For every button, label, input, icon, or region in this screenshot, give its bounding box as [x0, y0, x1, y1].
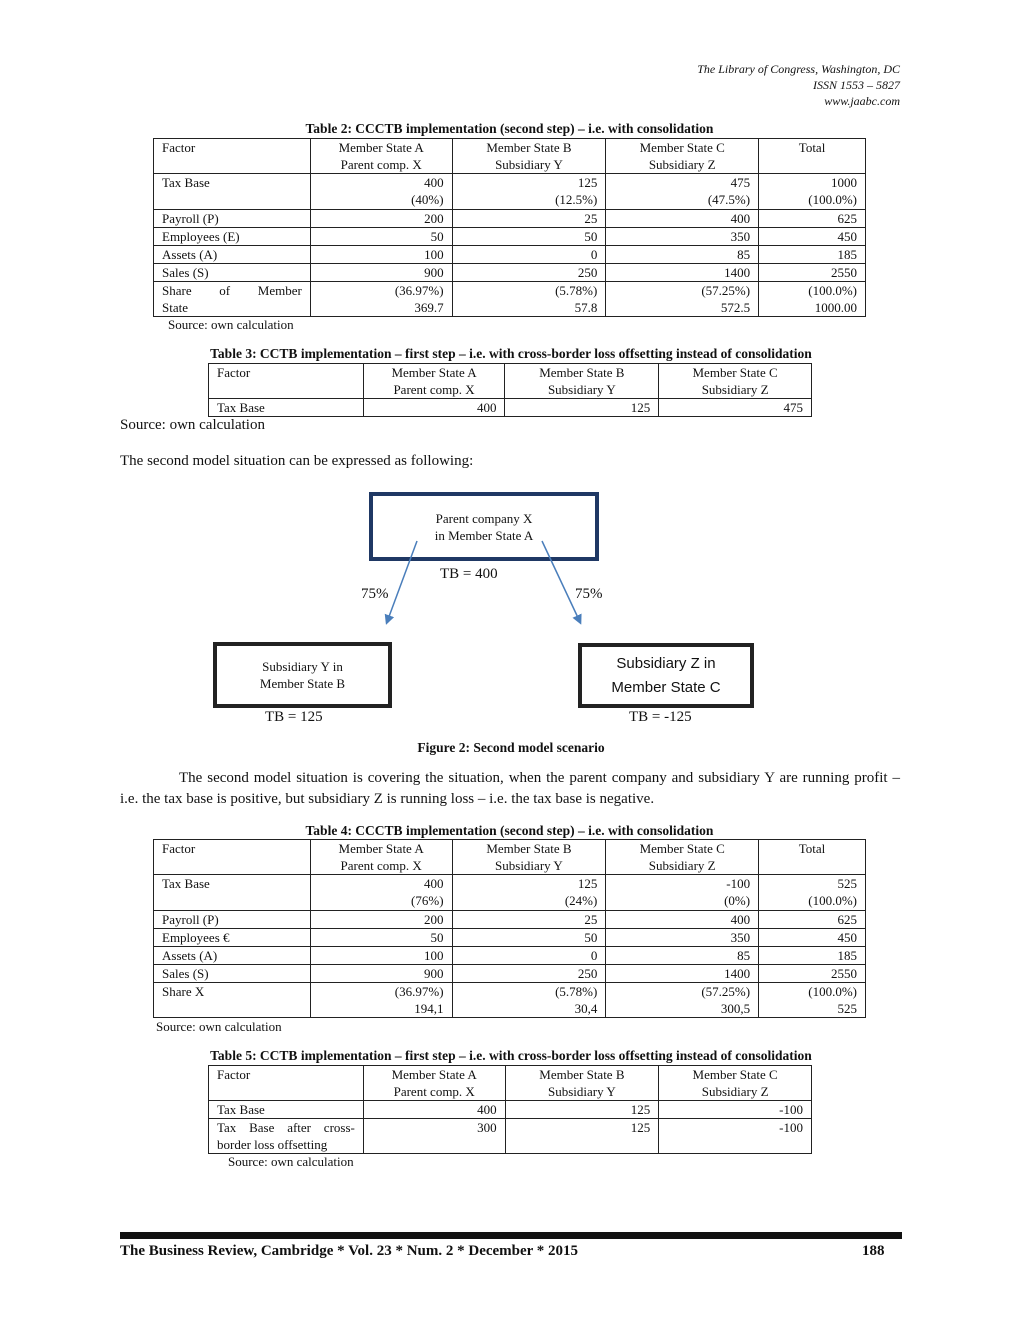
header-cell: Total — [759, 840, 866, 875]
subsidiary-z-box — [578, 643, 754, 708]
table-cell: (36.97%) 369.7 — [310, 282, 452, 317]
row-label: Tax Base — [209, 399, 364, 417]
pct-right-label: 75% — [575, 586, 603, 602]
table-cell: 125 — [505, 1119, 659, 1154]
table-cell: 450 — [759, 929, 866, 947]
table-cell: 525 (100.0%) — [759, 875, 866, 911]
table-row — [154, 965, 866, 983]
footer-journal: The Business Review, Cambridge * Vol. 23 * Num. 2 * December * 2015 — [120, 1243, 579, 1259]
row-label: Tax Base — [154, 174, 311, 210]
table-cell: 400 — [606, 210, 759, 228]
table-cell: (100.0%) 1000.00 — [759, 282, 866, 317]
table-4 — [153, 839, 866, 1018]
paragraph-1: The second model situation can be expressed as following: — [120, 453, 474, 469]
header-cell: Member State C Subsidiary Z — [606, 139, 759, 174]
parent-line-1: Parent company X — [435, 510, 533, 526]
row-label: Sales (S) — [154, 264, 311, 282]
sub-y-line-1: Subsidiary Y in — [262, 659, 343, 674]
table-5-source: Source: own calculation — [228, 1154, 354, 1169]
table-cell: 2550 — [759, 965, 866, 983]
table-cell: 25 — [452, 911, 606, 929]
header-cell: Member State C Subsidiary Z — [606, 840, 759, 875]
header-cell: Factor — [209, 1066, 364, 1101]
table-2-caption: Table 2: CCCTB implementation (second step) – i.e. with consolidation — [305, 121, 714, 136]
row-label: Share X — [154, 983, 311, 1018]
row-label: Tax Base — [154, 875, 311, 911]
header-cell: Member State A Parent comp. X — [310, 139, 452, 174]
header-line-2: ISSN 1553 – 5827 — [813, 78, 900, 92]
table-cell: 85 — [606, 246, 759, 264]
table-4-caption: Table 4: CCCTB implementation (second step) – i.e. with consolidation — [305, 823, 714, 838]
table-cell: 400 — [363, 1101, 505, 1119]
paragraph-2: The second model situation is covering the situation, when the parent company and subsidiary Y are running profit – i.e. the tax base is positive, but subsidiary Z is running loss – i.e. the tax base is negative. — [120, 770, 900, 807]
header-cell: Member State B Subsidiary Y — [505, 364, 659, 399]
header-cell: Factor — [154, 840, 311, 875]
row-label: Sales (S) — [154, 965, 311, 983]
table-cell: 625 — [759, 911, 866, 929]
footer-page-number: 188 — [862, 1243, 885, 1259]
table-cell: (5.78%) 57.8 — [452, 282, 606, 317]
table-row — [209, 1119, 812, 1154]
header-cell: Total — [759, 139, 866, 174]
tb-y-label: TB = 125 — [265, 709, 323, 725]
row-label: Tax Base after cross- border loss offsetting — [209, 1119, 364, 1154]
row-label: Assets (A) — [154, 947, 311, 965]
table-cell: 350 — [606, 929, 759, 947]
table-4-source: Source: own calculation — [156, 1019, 282, 1034]
table-cell: (100.0%) 525 — [759, 983, 866, 1018]
table-cell: 300 — [363, 1119, 505, 1154]
table-cell: 475 (47.5%) — [606, 174, 759, 210]
table-cell: 200 — [310, 210, 452, 228]
sub-y-line-2: Member State B — [259, 676, 346, 691]
row-label: Payroll (P) — [154, 911, 311, 929]
table-row — [154, 875, 866, 911]
table-cell: 125 (24%) — [452, 875, 606, 911]
header-cell: Factor — [154, 139, 311, 174]
table-cell: 50 — [452, 929, 606, 947]
row-label: Share of Member State — [154, 282, 311, 317]
table-row — [154, 911, 866, 929]
table-cell: 50 — [452, 228, 606, 246]
table-cell: 125 — [505, 399, 659, 417]
table-cell: 400 (76%) — [310, 875, 452, 911]
table-cell: 185 — [759, 947, 866, 965]
table-row — [154, 947, 866, 965]
header-cell: Member State B Subsidiary Y — [505, 1066, 659, 1101]
table-cell: 250 — [452, 965, 606, 983]
table-cell: 85 — [606, 947, 759, 965]
pct-left-label: 75% — [361, 586, 389, 602]
table-cell: 900 — [310, 264, 452, 282]
table-cell: 25 — [452, 210, 606, 228]
table-cell: 200 — [310, 911, 452, 929]
header-line-3: www.jaabc.com — [824, 94, 900, 108]
table-cell: 400 — [606, 911, 759, 929]
subsidiary-y-box — [213, 642, 392, 708]
table-2-source: Source: own calculation — [168, 317, 294, 332]
table-cell: 100 — [310, 246, 452, 264]
table-row — [154, 983, 866, 1018]
table-cell: 400 (40%) — [310, 174, 452, 210]
table-cell: 0 — [452, 246, 606, 264]
table-cell: 1000 (100.0%) — [759, 174, 866, 210]
header-cell: Member State B Subsidiary Y — [452, 139, 606, 174]
header-cell: Member State B Subsidiary Y — [452, 840, 606, 875]
table-cell: 2550 — [759, 264, 866, 282]
tb-z-label: TB = -125 — [629, 709, 692, 725]
table-cell: (5.78%) 30,4 — [452, 983, 606, 1018]
table-cell: 350 — [606, 228, 759, 246]
header-cell: Member State A Parent comp. X — [310, 840, 452, 875]
arrow-to-subsidiary-y — [387, 541, 417, 622]
table-cell: 400 — [363, 399, 505, 417]
table-cell: 625 — [759, 210, 866, 228]
table-cell: 125 (12.5%) — [452, 174, 606, 210]
table-cell: 250 — [452, 264, 606, 282]
table-cell: (57.25%) 300,5 — [606, 983, 759, 1018]
tb-parent-label: TB = 400 — [440, 566, 498, 582]
table-row — [209, 1101, 812, 1119]
table-row — [154, 840, 866, 875]
table-5-caption: Table 5: CCTB implementation – first step – i.e. with cross-border loss offsetting instead of consolidation — [210, 1048, 812, 1063]
footer-rule — [120, 1232, 902, 1239]
table-cell: 0 — [452, 947, 606, 965]
header-line-1: The Library of Congress, Washington, DC — [697, 62, 900, 76]
table-row — [209, 1066, 812, 1101]
header-cell: Factor — [209, 364, 364, 399]
parent-line-2: in Member State A — [434, 527, 534, 543]
table-cell: 475 — [659, 399, 812, 417]
table-cell: 50 — [310, 228, 452, 246]
table-cell: 50 — [310, 929, 452, 947]
header-cell: Member State C Subsidiary Z — [659, 364, 812, 399]
table-cell: 1400 — [606, 965, 759, 983]
header-cell: Member State A Parent comp. X — [363, 1066, 505, 1101]
table-cell: -100 — [659, 1101, 812, 1119]
table-cell: 1400 — [606, 264, 759, 282]
row-label: Employees (E) — [154, 228, 311, 246]
header-cell: Member State A Parent comp. X — [363, 364, 505, 399]
table-cell: 185 — [759, 246, 866, 264]
row-label: Assets (A) — [154, 246, 311, 264]
figure-2-caption: Figure 2: Second model scenario — [417, 740, 605, 755]
row-label: Payroll (P) — [154, 210, 311, 228]
arrow-to-subsidiary-z — [542, 541, 580, 622]
table-cell: 125 — [505, 1101, 659, 1119]
table-3-caption: Table 3: CCTB implementation – first step – i.e. with cross-border loss offsetting instead of consolidation — [210, 346, 812, 361]
table-cell: 900 — [310, 965, 452, 983]
sub-z-line-1: Subsidiary Z in — [616, 654, 716, 672]
table-cell: -100 (0%) — [606, 875, 759, 911]
table-cell: (57.25%) 572.5 — [606, 282, 759, 317]
table-3-source: Source: own calculation — [120, 417, 265, 433]
table-5 — [208, 1065, 812, 1154]
row-label: Tax Base — [209, 1101, 364, 1119]
table-cell: -100 — [659, 1119, 812, 1154]
table-cell: (36.97%) 194,1 — [310, 983, 452, 1018]
table-cell: 100 — [310, 947, 452, 965]
table-row — [154, 929, 866, 947]
header-cell: Member State C Subsidiary Z — [659, 1066, 812, 1101]
row-label: Employees € — [154, 929, 311, 947]
table-cell: 450 — [759, 228, 866, 246]
sub-z-line-2: Member State C — [611, 678, 721, 696]
